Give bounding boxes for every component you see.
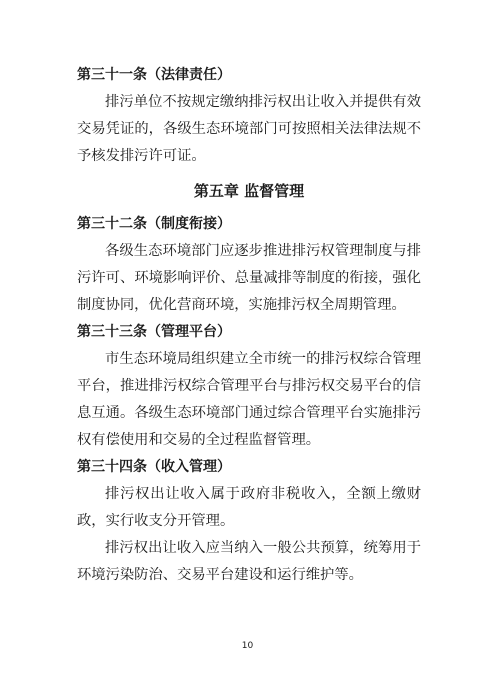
- article-33: [77, 319, 421, 454]
- article-heading: 第三十一条（法律责任）: [77, 67, 231, 83]
- document-body: [77, 62, 421, 589]
- article-paragraph: 市生态环境局组织建立全市统一的排污权综合管理平台，推进排污权综合管理平台与排污权交易平台的信息互通。各级生态环境部门通过综合管理平台实施排污权有偿使用和交易的全过程监督管理。: [77, 351, 421, 448]
- article-heading: 第三十二条（制度衔接）: [77, 216, 231, 232]
- article-34: [77, 454, 421, 589]
- article-32: [77, 211, 421, 319]
- article-paragraph: 排污单位不按规定缴纳排污权出让收入并提供有效交易凭证的，各级生态环境部门可按照相关法律法规不予核发排污许可证。: [77, 94, 421, 164]
- article-paragraph: 排污权出让收入属于政府非税收入，全额上缴财政，实行收支分开管理。: [77, 486, 421, 529]
- article-paragraph: 各级生态环境部门应逐步推进排污权管理制度与排污许可、环境影响评价、总量减排等制度的衔接，强化制度协同，优化营商环境，实施排污权全周期管理。: [77, 243, 421, 313]
- page-number: 10: [241, 641, 254, 651]
- article-31: [77, 62, 421, 170]
- article-heading: 第三十四条（收入管理）: [77, 459, 231, 475]
- article-heading: 第三十三条（管理平台）: [77, 324, 231, 340]
- article-paragraph: 排污权出让收入应当纳入一般公共预算，统筹用于环境污染防治、交易平台建设和运行维护等。: [77, 540, 421, 583]
- chapter-title: 第五章 监督管理: [193, 182, 305, 200]
